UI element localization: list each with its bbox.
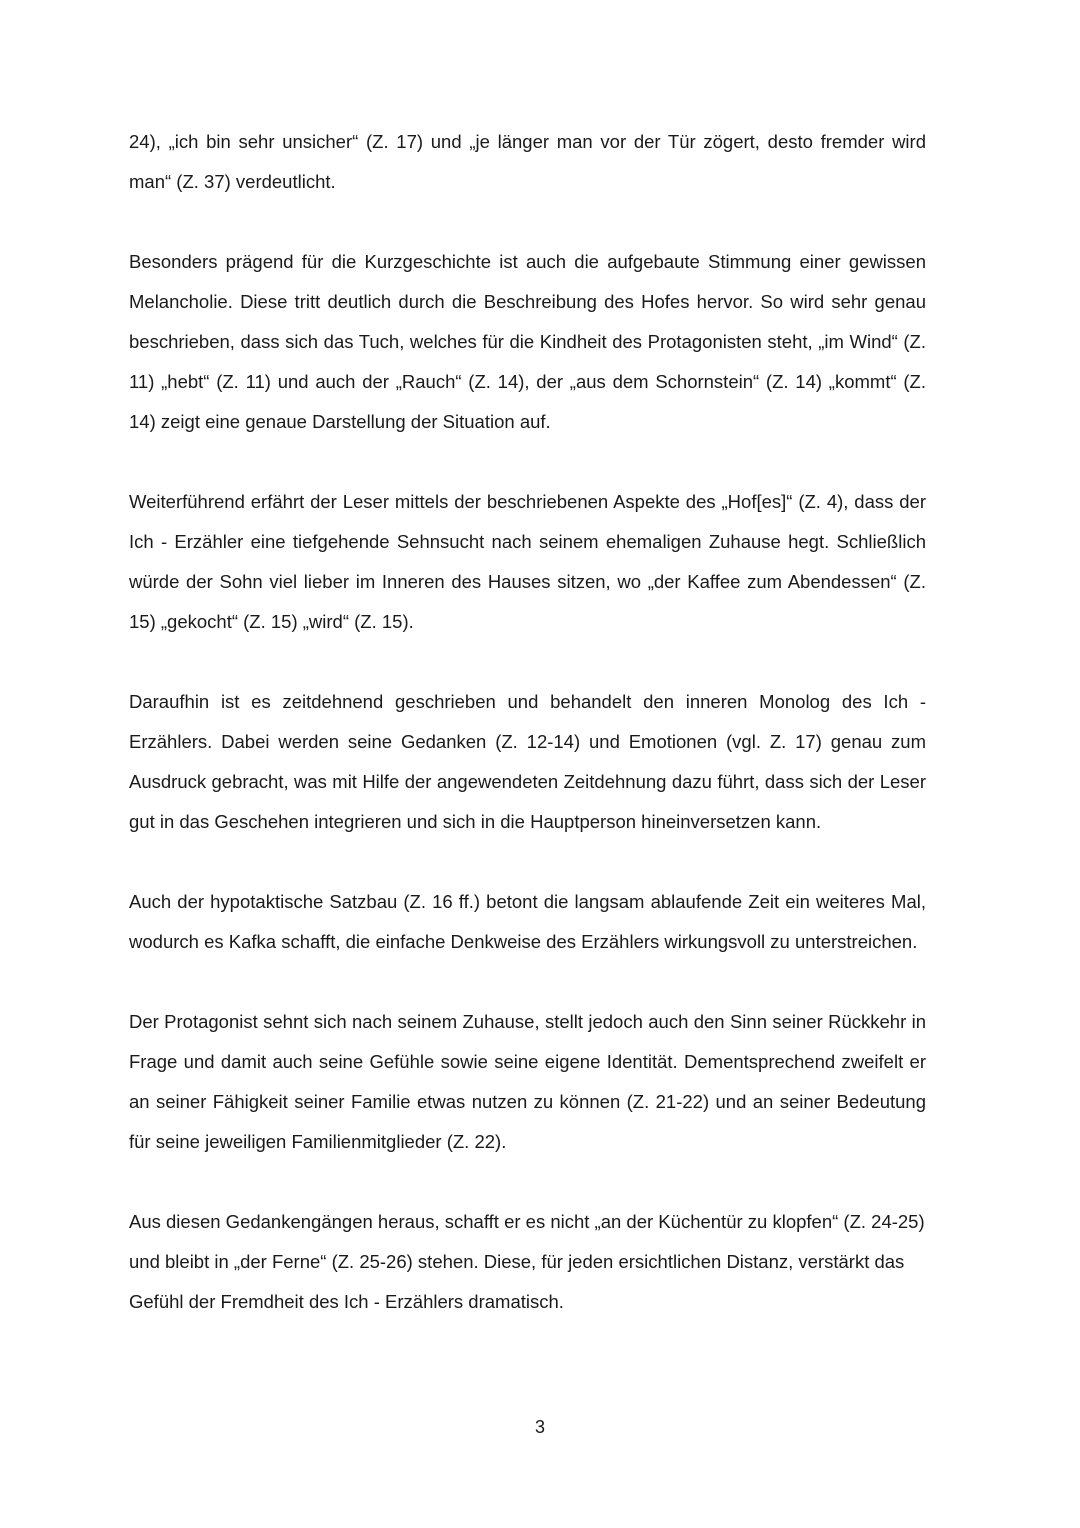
page-number: 3 [534, 1417, 545, 1437]
paragraph-3: Weiterführend erfährt der Leser mittels der beschriebenen Aspekte des „Hof[es]“ (Z. 4), dass der Ich - Erzähler eine tiefgehende Sehnsucht nach seinem ehemaligen Zuhause hegt. Schließlich würde der Sohn viel lieber im Inneren des Hauses sitzen, wo „der Kaffee zum Abendessen“ (Z. 15) „gekocht“ (Z. 15) „wird“ (Z. 15). [129, 491, 926, 632]
paragraph-6: Der Protagonist sehnt sich nach seinem Zuhause, stellt jedoch auch den Sinn seiner Rückkehr in Frage und damit auch seine Gefühle sowie seine eigene Identität. Dementsprechend zweifelt er an seiner Fähigkeit seiner Familie etwas nutzen zu können (Z. 21-22) und an seiner Bedeutung für seine jeweiligen Familienmitglieder (Z. 22). [129, 1011, 926, 1152]
paragraph-5: Auch der hypotaktische Satzbau (Z. 16 ff.) betont die langsam ablaufende Zeit ein weiteres Mal, wodurch es Kafka schafft, die einfache Denkweise des Erzählers wirkungsvoll zu unterstreichen. [129, 891, 926, 952]
page-body [129, 122, 926, 1362]
paragraph-2: Besonders prägend für die Kurzgeschichte ist auch die aufgebaute Stimmung einer gewissen Melancholie. Diese tritt deutlich durch die Beschreibung des Hofes hervor. So wird sehr genau beschrieben, dass sich das Tuch, welches für die Kindheit des Protagonisten steht, „im Wind“ (Z. 11) „hebt“ (Z. 11) und auch der „Rauch“ (Z. 14), der „aus dem Schornstein“ (Z. 14) „kommt“ (Z. 14) zeigt eine genaue Darstellung der Situation auf. [129, 251, 926, 432]
paragraph-4: Daraufhin ist es zeitdehnend geschrieben und behandelt den inneren Monolog des Ich - Erzählers. Dabei werden seine Gedanken (Z. 12-14) und Emotionen (vgl. Z. 17) genau zum Ausdruck gebracht, was mit Hilfe der angewendeten Zeitdehnung dazu führt, dass sich der Leser gut in das Geschehen integrieren und sich in die Hauptperson hineinversetzen kann. [129, 691, 926, 832]
paragraph-1: 24), „ich bin sehr unsicher“ (Z. 17) und „je länger man vor der Tür zögert, desto fremder wird man“ (Z. 37) verdeutlicht. [129, 131, 926, 192]
paragraph-7: Aus diesen Gedankengängen heraus, schafft er es nicht „an der Küchentür zu klopfen“ (Z. 24-25) und bleibt in „der Ferne“ (Z. 25-26) stehen. Diese, für jeden ersichtlichen Distanz, verstärkt das Gefühl der Fremdheit des Ich - Erzählers dramatisch. [129, 1211, 925, 1312]
